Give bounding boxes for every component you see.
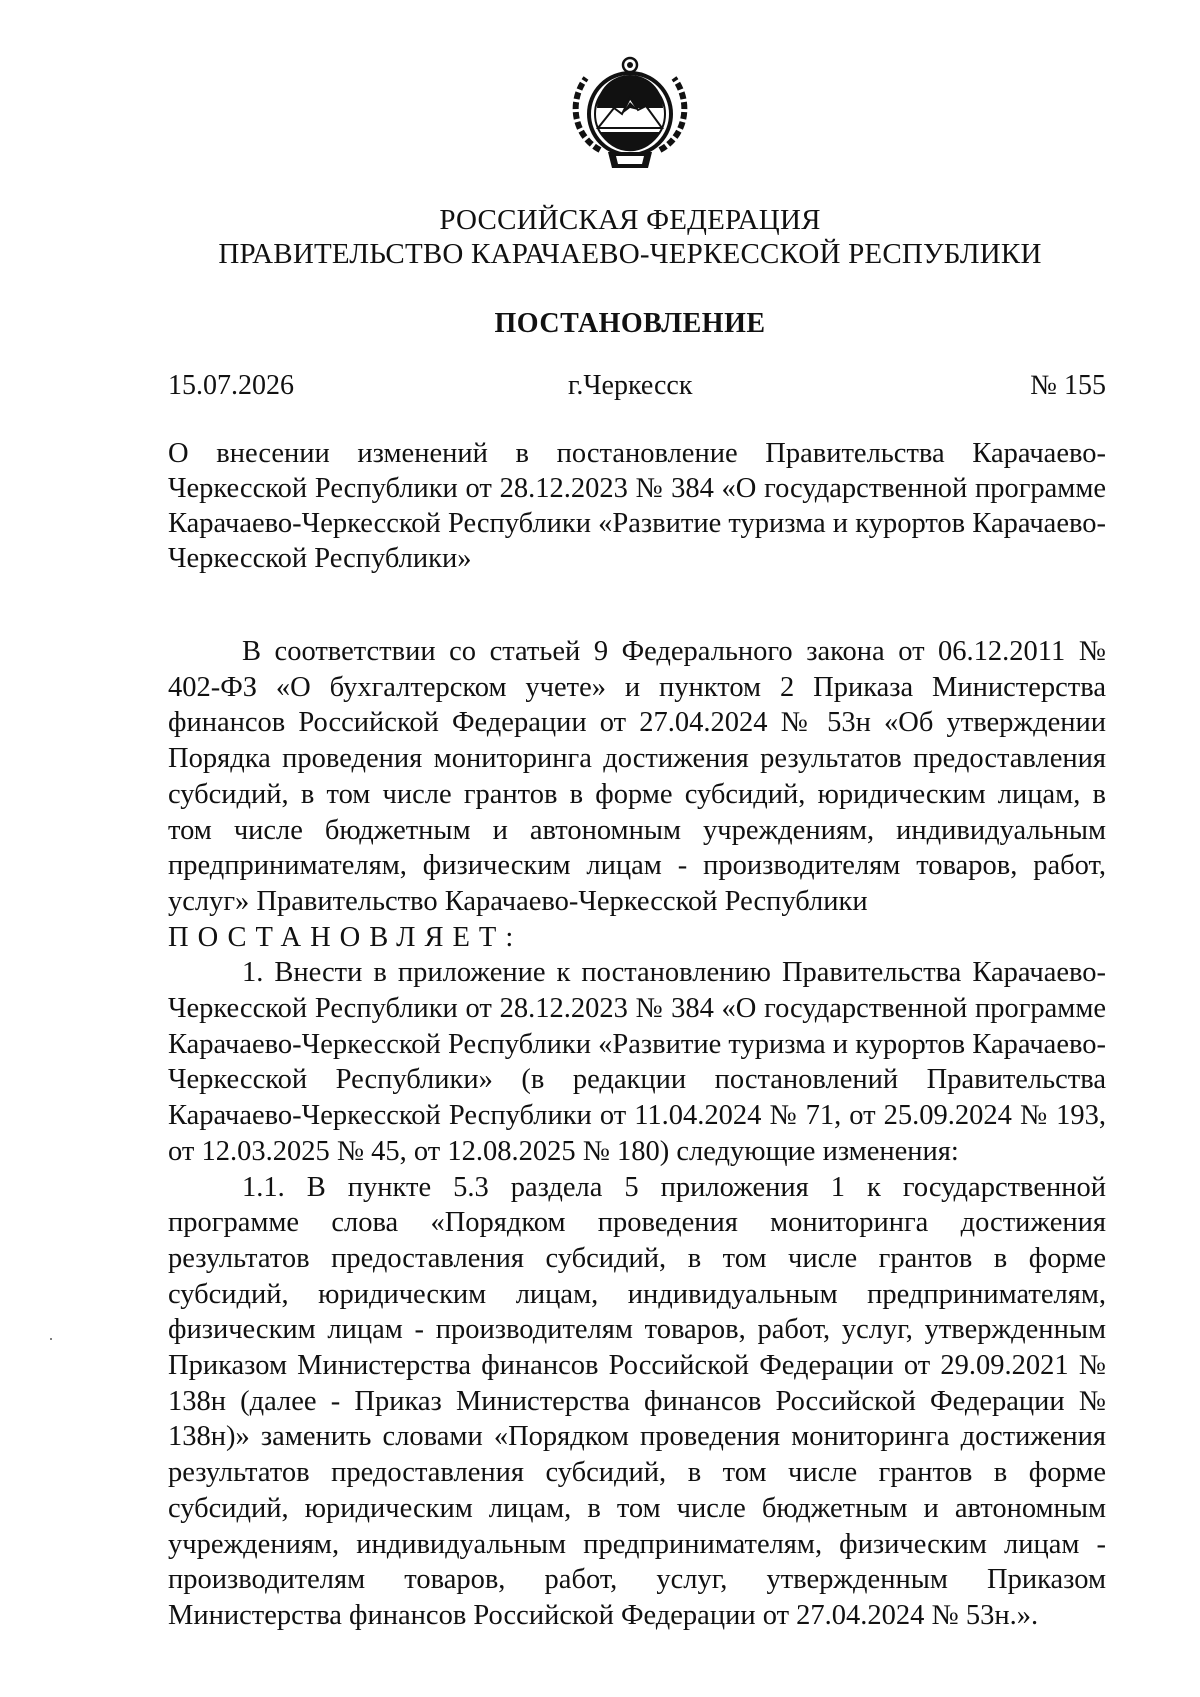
- item-1-1-paragraph: 1.1. В пункте 5.3 раздела 5 приложения 1 к государственной программе слова «Порядком проведения мониторинга достижения результатов предоставления субсидий, в том числе грантов в форме субсидий, юридическим лицам, индивидуальным предпринимателям, физическим лицам - производителям товаров, работ, услуг, утвержденным Приказом Министерства финансов Российской Федерации от 29.09.2021 № 138н (далее - Приказ Министерства финансов Российской Федерации № 138н)» заменить словами «Порядком проведения мониторинга достижения результатов предоставления субсидий, в том числе грантов в форме субсидий, юридическим лицам, в том числе бюджетным и автономным учреждениям, индивидуальным предпринимателям, физическим лицам - производителям товаров, работ, услуг, утвержденным Приказом Министерства финансов Российской Федерации от 27.04.2024 № 53н.».: [168, 1171, 1106, 1631]
- document-subject: О внесении изменений в постановление Правительства Карачаево-Черкесской Республики от 28.12.2023 № 384 «О государственной программе Карачаево-Черкесской Республики «Развитие туризма и курортов Карачаево-Черкесской Республики»: [168, 438, 1106, 574]
- resolves-heading: ПОСТАНОВЛЯЕТ:: [168, 921, 523, 953]
- document-body: [168, 634, 1106, 1634]
- country-heading: РОССИЙСКАЯ ФЕДЕРАЦИЯ: [439, 204, 821, 236]
- scan-speck: [50, 1338, 52, 1340]
- preamble-paragraph: В соответствии со статьей 9 Федерального закона от 06.12.2011 № 402-ФЗ «О бухгалтерском учете» и пунктом 2 Приказа Министерства финансов Российской Федерации от 27.04.2024 № 53н «Об утверждении Порядка проведения мониторинга достижения результатов предоставления субсидий, в том числе грантов в форме субсидий, юридическим лицам, в том числе бюджетным и автономным учреждениям, индивидуальным предпринимателям, физическим лицам - производителям товаров, работ, услуг» Правительство Карачаево-Черкесской Республики: [168, 636, 1106, 917]
- coat-of-arms-emblem: [560, 52, 700, 180]
- document-number: № 155: [1030, 370, 1106, 401]
- item-1-paragraph: 1. Внести в приложение к постановлению Правительства Карачаево-Черкесской Республики от 28.12.2023 № 384 «О государственной программе Карачаево-Черкесской Республики «Развитие туризма и курортов Карачаево-Черкесской Республики» (в редакции постановлений Правительства Карачаево-Черкесской Республики от 11.04.2024 № 71, от 25.09.2024 № 193, от 12.03.2025 № 45, от 12.08.2025 № 180) следующие изменения:: [168, 957, 1106, 1167]
- government-heading: ПРАВИТЕЛЬСТВО КАРАЧАЕВО-ЧЕРКЕССКОЙ РЕСПУБЛИКИ: [218, 238, 1042, 270]
- document-date: 15.07.2026: [168, 370, 294, 401]
- document-type-title: ПОСТАНОВЛЕНИЕ: [494, 308, 766, 339]
- document-city: г.Черкесск: [568, 370, 693, 401]
